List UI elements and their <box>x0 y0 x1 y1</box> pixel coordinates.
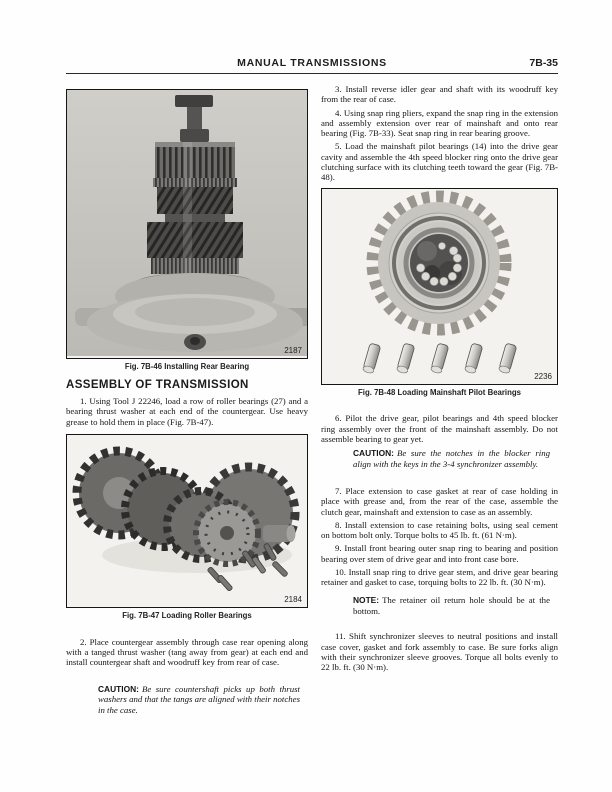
step-2: 2. Place countergear assembly through case rear opening along with a tanged thrust washer (tang away from gear) at each end and install countergear shaft and woodruff key from rear of case. <box>66 636 308 668</box>
rear-bearing-photo <box>67 90 307 356</box>
figure-7b47 <box>66 434 308 608</box>
caution-block <box>98 684 300 716</box>
caution-label: CAUTION: <box>98 683 139 694</box>
roller-bearings-photo <box>67 435 307 605</box>
caution-block <box>353 448 550 469</box>
pilot-bearings-photo <box>322 189 555 382</box>
figure-7b46-caption: Fig. 7B-46 Installing Rear Bearing <box>124 362 250 371</box>
note-block <box>353 595 550 616</box>
caution-text: Be sure countershaft picks up both thrust washers and that the tangs are aligned with their notches in the case. <box>98 683 300 715</box>
step-1: 1. Using Tool J 22246, load a row of roller bearings (27) and a bearing thrust washer at each end of the countergear. Use heavy grease to hold them in place (Fig. 7B-47). <box>66 396 308 427</box>
step-8: 8. Install extension to case retaining bolts, using seal cement on bottom bolt only. Torque bolts to 45 lb. ft. (61 N·m). <box>321 519 558 540</box>
step-5: 5. Load the mainshaft pilot bearings (14) into the drive gear cavity and assemble the 4th speed blocker ring onto the drive gear clutching surface with its clutching teeth toward the gear (Fig. 7B-48). <box>321 141 558 182</box>
step-4: 4. Using snap ring pliers, expand the snap ring in the extension and assembly extension over rear of mainshaft and onto rear bearing (Fig. 7B-33). Seat snap ring in rear bearing groove. <box>321 107 558 138</box>
page-header <box>66 57 558 74</box>
left-column <box>66 84 308 715</box>
caution-text: Be sure the notches in the blocker ring align with the keys in the 3-4 synchronizer assembly. <box>353 448 550 469</box>
page-number: 7B-35 <box>529 57 558 69</box>
page-title: MANUAL TRANSMISSIONS <box>237 57 387 69</box>
two-column-body <box>66 84 558 715</box>
right-column <box>321 84 558 715</box>
photo-number: 2184 <box>284 594 302 604</box>
step-11: 11. Shift synchronizer sleeves to neutral positions and install case cover, gasket and fork assembly to case. Be sure forks align with their synchronizer sleeve grooves. Torque all bolts evenly to 22 lb. ft. (30 N·m). <box>321 631 558 672</box>
figure-7b46 <box>66 89 308 359</box>
figure-7b48 <box>321 188 558 385</box>
step-6: 6. Pilot the drive gear, pilot bearings and 4th speed blocker ring assembly over the front of the mainshaft assembly. Do not assemble bearing to gear yet. <box>321 413 558 444</box>
note-label: NOTE: <box>353 595 380 606</box>
figure-7b47-caption: Fig. 7B-47 Loading Roller Bearings <box>122 610 252 620</box>
photo-number: 2236 <box>534 372 552 382</box>
figure-7b48-caption: Fig. 7B-48 Loading Mainshaft Pilot Bearings <box>358 388 521 398</box>
step-10: 10. Install snap ring to drive gear stem, and drive gear bearing retainer and gasket to case, torquing bolts to 22 lb. ft. (30 N·m). <box>321 566 558 587</box>
note-text: The retainer oil return hole should be at the bottom. <box>353 595 550 616</box>
photo-number: 2187 <box>284 346 302 355</box>
step-9: 9. Install front bearing outer snap ring to bearing and position bearing over stem of drive gear and into front case bore. <box>321 543 558 564</box>
step-7: 7. Place extension to case gasket at rear of case holding in place with grease and, from the rear of the case, assemble the clutch gear, mainshaft and extension to case as an assembly. <box>321 486 558 517</box>
section-heading: ASSEMBLY OF TRANSMISSION <box>66 379 249 391</box>
caution-label: CAUTION: <box>353 448 394 458</box>
step-3: 3. Install reverse idler gear and shaft with its woodruff key from the rear of case. <box>321 84 558 105</box>
